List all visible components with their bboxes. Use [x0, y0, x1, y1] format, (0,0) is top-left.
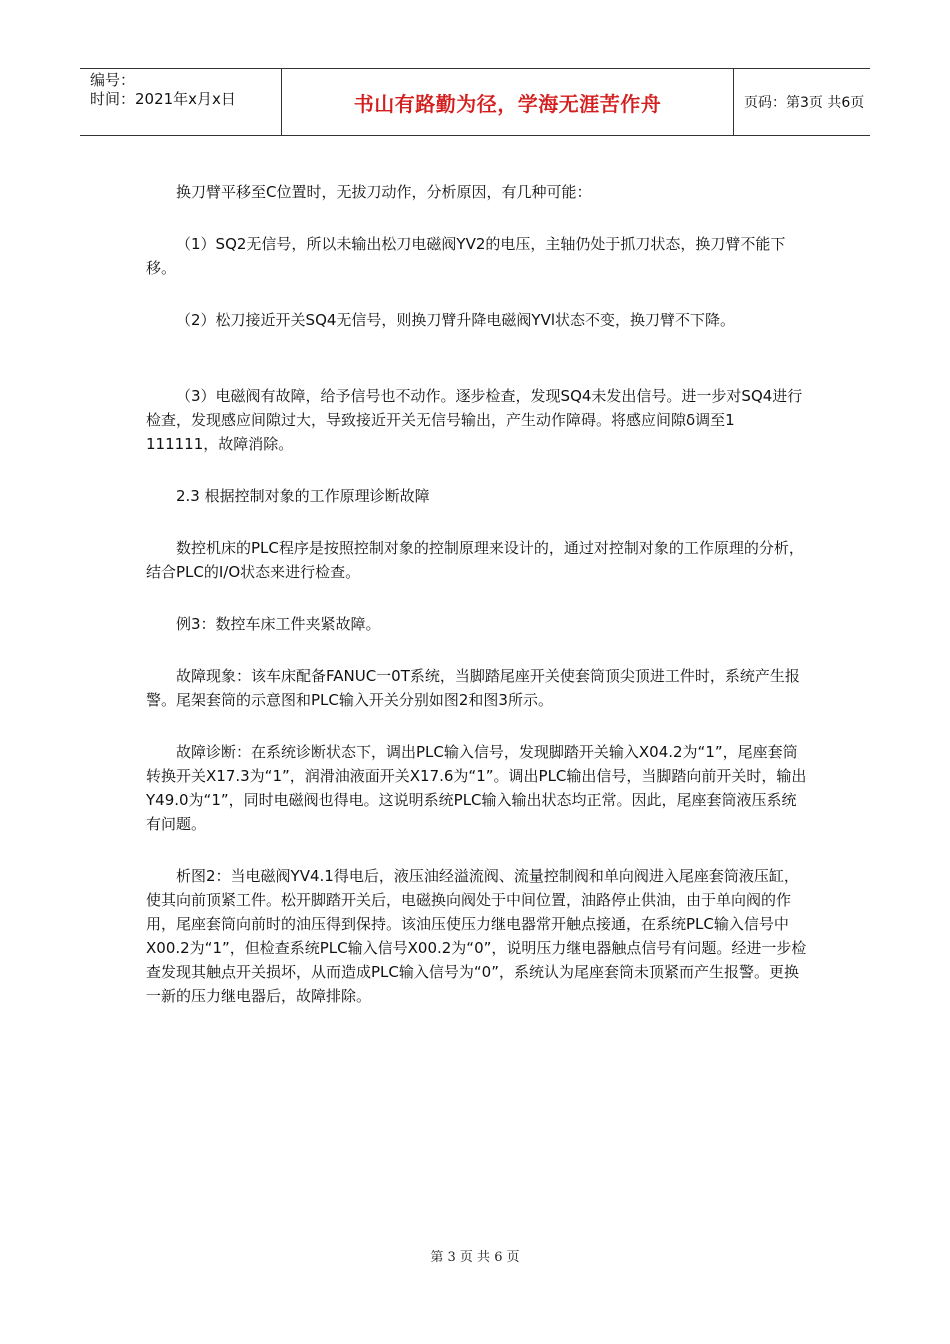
header-motto: 书山有路勤为径，学海无涯苦作舟 — [353, 91, 662, 116]
document-date: 时间：2021年x月x日 — [90, 90, 236, 108]
paragraph-intro: 换刀臂平移至C位置时，无拔刀动作，分析原因，有几种可能： — [176, 183, 592, 201]
document-body — [146, 180, 811, 1008]
paragraph-fault-symptom: 故障现象：该车床配备FANUC一0T系统，当脚踏尾座开关使套筒顶尖顶进工件时，系统产生报警。尾架套筒的示意图和PLC输入开关分别如图2和图3所示。 — [146, 667, 800, 709]
page-footer: 第 3 页 共 6 页 — [430, 1250, 520, 1265]
header-meta — [80, 69, 282, 135]
paragraph-example-title: 例3：数控车床工件夹紧故障。 — [176, 615, 381, 633]
header-page-info: 页码：第3页 共6页 — [744, 95, 865, 111]
paragraph-plc-principle: 数控机床的PLC程序是按照控制对象的控制原理来设计的，通过对控制对象的工作原理的分析，结合PLC的I/O状态来进行检查。 — [146, 539, 804, 581]
header-motto-cell — [282, 69, 734, 135]
paragraph-cause-2: （2）松刀接近开关SQ4无信号，则换刀臂升降电磁阀YVl状态不变，换刀臂不下降。 — [176, 311, 736, 329]
document-number-label: 编号： — [90, 71, 136, 89]
page-header — [80, 68, 870, 136]
paragraph-cause-3: （3）电磁阀有故障，给予信号也不动作。逐步检查，发现SQ4未发出信号。进一步对SQ4进行检查，发现感应间隙过大，导致接近开关无信号输出，产生动作障碍。将感应间隙δ调至1 111111，故障消除。 — [146, 387, 803, 453]
paragraph-figure-analysis: 析图2：当电磁阀YV4.1得电后，液压油经溢流阀、流量控制阀和单向阀进入尾座套筒液压缸，使其向前顶紧工件。松开脚踏开关后，电磁换向阀处于中间位置，油路停止供油，由于单向阀的作用，尾座套筒向前时的油压得到保持。该油压使压力继电器常开触点接通，在系统PLC输入信号中X00.2为“1”，但检查系统PLC输入信号X00.2为“0”，说明压力继电器触点信号有问题。经进一步检查发现其触点开关损坏，从而造成PLC输入信号为“0”，系统认为尾座套筒未顶紧而产生报警。更换一新的压力继电器后，故障排除。 — [146, 867, 807, 1005]
paragraph-cause-1: （1）SQ2无信号，所以未输出松刀电磁阀YV2的电压，主轴仍处于抓刀状态，换刀臂不能下移。 — [146, 235, 786, 277]
header-page-info-cell — [734, 69, 870, 135]
paragraph-fault-diagnosis: 故障诊断：在系统诊断状态下，调出PLC输入信号，发现脚踏开关输入X04.2为“1”，尾座套筒转换开关X17.3为“1”，润滑油液面开关X17.6为“1”。调出PLC输出信号，当脚踏向前开关时，输出Y49.0为“1”，同时电磁阀也得电。这说明系统PLC输入输出状态均正常。因此，尾座套筒液压系统有问题。 — [146, 743, 807, 833]
section-heading: 2.3 根据控制对象的工作原理诊断故障 — [176, 487, 430, 505]
